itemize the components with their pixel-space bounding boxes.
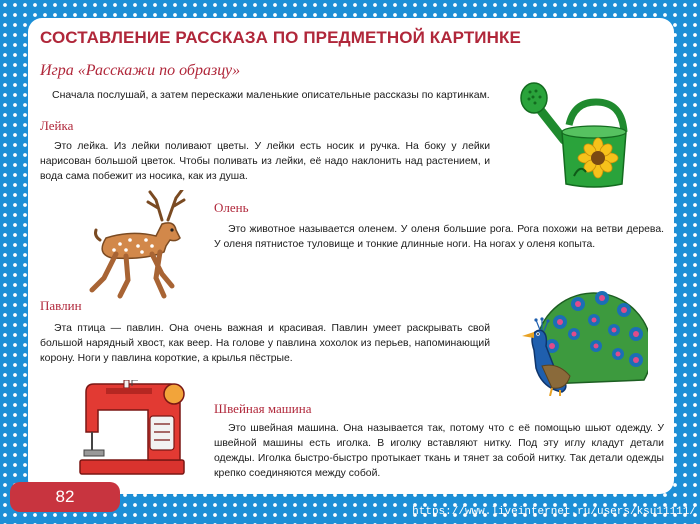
source-url-watermark: https://www.liveinternet.ru/users/ksu11111/ xyxy=(412,506,696,518)
heading-peacock: Павлин xyxy=(40,298,82,313)
text-watering-can: Это лейка. Из лейки поливают цветы. У лейки есть носик и ручка. На боку у лейки нарисован большой цветок. Чтобы поливать из лейки, её надо наклонить над растением, и вода сама побежит из носика, как из душа. xyxy=(40,141,490,182)
game-subtitle: Игра «Расскажи по образцу» xyxy=(40,62,241,79)
deer-image xyxy=(76,190,194,302)
heading-deer: Олень xyxy=(214,200,249,215)
heading-sewing-machine: Швейная машина xyxy=(214,401,312,416)
page-title: СОСТАВЛЕНИЕ РАССКАЗА ПО ПРЕДМЕТНОЙ КАРТИНКЕ xyxy=(40,28,521,47)
heading-watering-can: Лейка xyxy=(40,118,74,133)
page-card xyxy=(28,18,674,494)
sewing-machine-image xyxy=(76,380,188,478)
watering-can-image xyxy=(514,80,636,190)
page-number-badge: 82 xyxy=(10,482,120,512)
text-deer: Это животное называется оленем. У оленя большие рога. Рога похожи на ветви дерева. У оленя пятнистое туловище и тонкие длинные ноги. На ногах у оленя копыта. xyxy=(214,224,664,250)
peacock-image xyxy=(512,276,648,396)
text-sewing-machine: Это швейная машина. Она называется так, потому что с её помощью шьют одежду. У швейной машины есть иголка. В иголку вставляют нитку. Под эту иглу кладут детали одежды. Иголка быстро-быстро протыкает ткань и тянет за собой нитку. Так детали одежды крепко соединяются между собой. xyxy=(214,423,664,479)
intro-text: Сначала послушай, а затем перескажи маленькие описательные рассказы по картинкам. xyxy=(52,89,490,101)
text-peacock: Эта птица — павлин. Она очень важная и красивая. Павлин умеет раскрывать свой большой нарядный хвост, как веер. На голове у павлина хохолок из перьев, напоминающий корону. Ноги у павлина короткие, а крылья пёстрые. xyxy=(40,323,490,364)
